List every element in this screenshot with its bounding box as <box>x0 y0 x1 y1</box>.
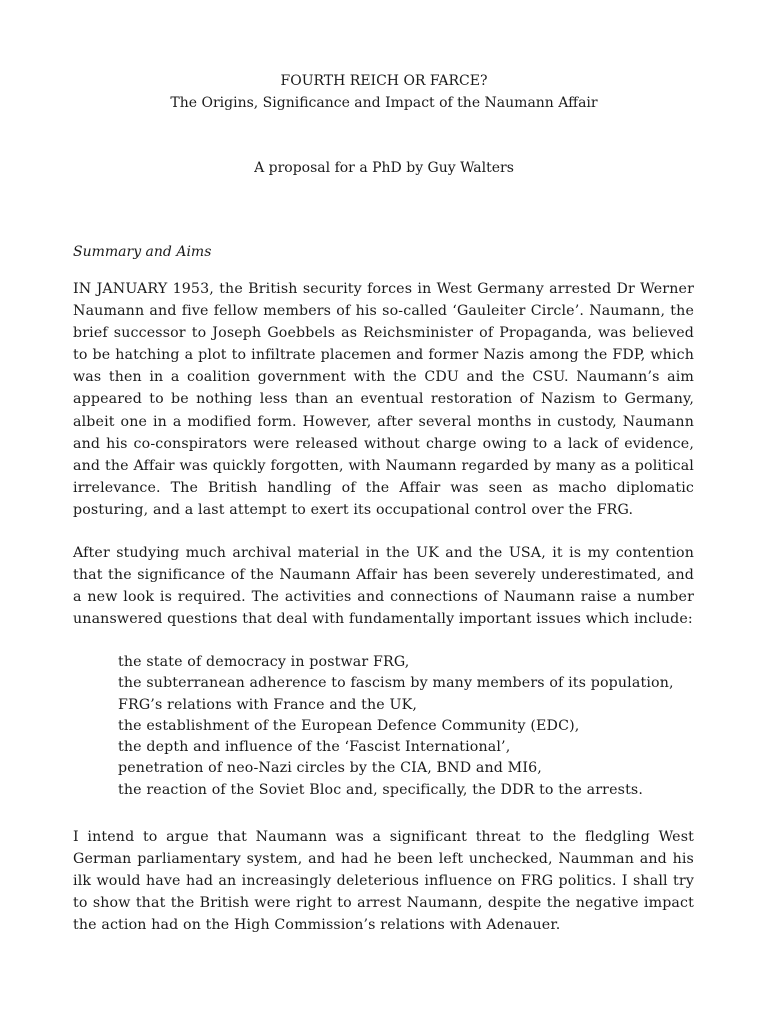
list-item: the subterranean adherence to fascism by many members of its population, <box>118 675 674 692</box>
list-item: penetration of neo-Nazi circles by the CIA, BND and MI6, <box>118 760 542 777</box>
list-item: the state of democracy in postwar FRG, <box>118 654 410 670</box>
list-item: the depth and influence of the ‘Fascist International’, <box>118 739 511 756</box>
list-item: the establishment of the European Defence Community (EDC), <box>118 717 580 734</box>
list-item: FRG’s relations with France and the UK, <box>118 696 417 713</box>
issue-list <box>118 652 674 801</box>
paragraph-argument: I intend to argue that Naumann was a significant threat to the fledgling West German parliamentary system, and had he been left unchecked, Naumman and his ilk would have had an increasingly deleterious influence on FRG politics. I shall try to show that the British were right to arrest Naumann, despite the negative impact the action had on the High Commission’s relations with Adenauer. <box>73 829 694 934</box>
paragraph-intro: IN JANUARY 1953, the British security forces in West Germany arrested Dr Werner Naumann and five fellow members of his so-called ‘Gauleiter Circle’. Naumann, the brief successor to Joseph Goebbels as Reichsminister of Propaganda, was believed to be hatching a plot to infiltrate placemen and former Nazis among the FDP, which was then in a coalition government with the CDU and the CSU. Naumann’s aim appeared to be nothing less than an eventual restoration of Nazism to Germany, albeit one in a modified form. However, after several months in custody, Naumann and his co-conspirators were released without charge owing to a lack of evidence, and the Affair was quickly forgotten, with Naumann regarded by many as a political irrelevance. The British handling of the Affair was seen as macho diplomatic posturing, and a last attempt to exert its occupational control over the FRG. <box>73 281 694 518</box>
section-heading: Summary and Aims <box>73 244 212 260</box>
list-item: the reaction of the Soviet Bloc and, specifically, the DDR to the arrests. <box>118 781 644 798</box>
document-title-sub: The Origins, Significance and Impact of the Naumann Affair <box>170 95 598 111</box>
document-title: FOURTH REICH OR FARCE? <box>280 73 488 89</box>
proposal-line: A proposal for a PhD by Guy Walters <box>254 160 514 176</box>
paragraph-contention: After studying much archival material in the UK and the USA, it is my contention that the significance of the Naumann Affair has been severely underestimated, and a new look is required. The activities and connections of Naumann raise a number unanswered questions that deal with fundamentally important issues which include: <box>73 545 694 628</box>
title-block <box>0 70 768 114</box>
